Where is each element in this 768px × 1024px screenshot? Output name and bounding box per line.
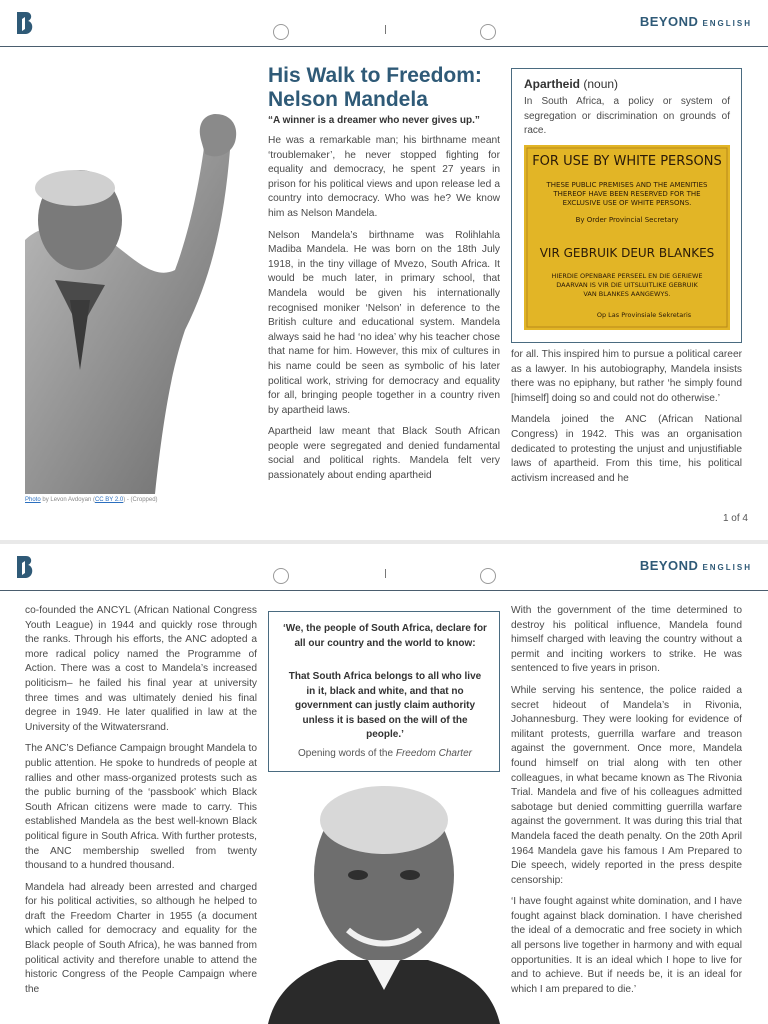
- charter-quote-part2: That South Africa belongs to all who live in it, black and white, and that no government can justly claim authority unless it is based on the will of the people.’: [288, 671, 482, 741]
- paragraph: Apartheid law meant that Black South African people were segregated and denied fundamental social and political rights. Mandela felt very passionately about ending apartheid: [268, 426, 500, 482]
- page-header: [0, 544, 768, 591]
- sign-heading-af: VIR GEBRUIK DEUR BLANKES: [539, 246, 715, 260]
- svg-text:THEREOF HAVE BEEN RESERVED FOR: THEREOF HAVE BEEN RESERVED FOR THE: [553, 190, 701, 198]
- definition-term: Apartheid (noun): [524, 77, 619, 91]
- center-mark: [385, 569, 386, 578]
- svg-text:DAARVAN IS VIR DIE UITSLUITLIK: DAARVAN IS VIR DIE UITSLUITLIKE GEBRUIK: [556, 281, 698, 289]
- paragraph: Nelson Mandela’s birthname was Rolihlahla Madiba Mandela. He was born on the 18th July 1918, in the tiny village of Mvezo, South Africa. It would be much later, in primary school, that Mandela would be given his internationally recognised moniker ‘Nelson’ in deference to the British culture and educational system. Mandela always said he had ‘no idea’ why his teacher chose that name for him. However, this mix of cultures in his name could be seen as symbolic of his later political work, striving for democracy and equality for all, bringing people together in a country riven by apartheid laws.: [268, 229, 500, 416]
- binder-hole-right: [480, 24, 496, 40]
- page-2: [0, 544, 768, 1024]
- binder-hole-left: [273, 568, 289, 584]
- page-number: 1 of 4: [722, 513, 748, 524]
- page2-left-column: [25, 604, 257, 1004]
- svg-text:THESE PUBLIC PREMISES AND THE: THESE PUBLIC PREMISES AND THE AMENITIES: [546, 181, 708, 189]
- page-header: [0, 0, 768, 47]
- mandela-statue-photo: [25, 70, 257, 494]
- paragraph: He was a remarkable man; his birthname meant ‘troublemaker’, he never stopped fighting for equality and democracy, he spent 27 years in prison for his political views and upon release led a country into democracy. Who was he? We know him as Nelson Mandela.: [268, 135, 500, 219]
- svg-text:HIERDIE OPENBARE PERSEEL EN DI: HIERDIE OPENBARE PERSEEL EN DIE GERIEWE: [551, 272, 703, 280]
- paragraph: ‘I have fought against white domination, and I have fought against black domination. I have cherished the ideal of a democratic and free society in which all persons live together in harmony and with equal opportunities. It is an ideal which I hope to live for and to achieve. But if needs be, it is an ideal for which I am prepared to die.’: [511, 896, 742, 995]
- brand-name: BEYOND ENGLISH: [639, 14, 752, 29]
- intro-quote: “A winner is a dreamer who never gives up.”: [268, 115, 480, 126]
- page2-right-column: [511, 604, 742, 1004]
- mandela-portrait-photo: [268, 780, 500, 1024]
- brand-logo-icon: [14, 554, 36, 580]
- brand-name: BEYOND ENGLISH: [639, 558, 752, 573]
- svg-text:VAN BLANKES AANGEWYS.: VAN BLANKES AANGEWYS.: [583, 290, 671, 298]
- svg-text:By Order Provincial Secretary: By Order Provincial Secretary: [575, 216, 679, 224]
- sign-heading-en: FOR USE BY WHITE PERSONS: [532, 154, 722, 169]
- center-mark: [385, 25, 386, 34]
- paragraph: Mandela joined the ANC (African National Congress) in 1942. This was an organisation dedicated to protesting the unjust and unjustifiable laws of apartheid. From this time, his political activism increased and he: [511, 414, 742, 484]
- svg-text:Op Las Provinsiale Sekretaris: Op Las Provinsiale Sekretaris: [596, 311, 692, 319]
- article-title: His Walk to Freedom: Nelson Mandela: [268, 64, 482, 111]
- binder-hole-left: [273, 24, 289, 40]
- brand-logo-icon: [14, 10, 36, 36]
- svg-text:EXCLUSIVE USE OF WHITE PERSONS: EXCLUSIVE USE OF WHITE PERSONS.: [562, 199, 692, 207]
- binder-hole-right: [480, 568, 496, 584]
- photo-caption: Photo by Levon Avdoyan (CC BY 2.0) - (Cropped): [25, 497, 158, 503]
- license-link[interactable]: CC BY 2.0: [94, 497, 124, 503]
- charter-quote-part1: ‘We, the people of South Africa, declare for all our country and the world to know:: [283, 623, 487, 649]
- definition-text: In South Africa, a policy or system of segregation or discrimination on grounds of race.: [524, 96, 730, 137]
- apartheid-sign-image: [524, 145, 730, 330]
- page1-right-column: [511, 348, 742, 493]
- freedom-charter-quote-box: [268, 611, 500, 772]
- photo-link[interactable]: Photo: [25, 497, 41, 503]
- paragraph: While serving his sentence, the police raided a secret hideout of Mandela’s in Rivonia, Johannesburg. They were looking for evidence of militant protests, guerrilla warfare and treason against the government. Once more, Mandela found himself on trial along with ten other colleagues, in what became known as The Rivonia Trial. Mandela and five of his colleagues admitted sabotage but denied committing guerrilla warfare against the government. It was during this trial that Mandela faced the death penalty. On the 20th April 1964 Mandela gave his famous I Am Prepared to Die speech, widely reported in the press despite censorship:: [511, 684, 742, 886]
- charter-quote-source: Opening words of the Freedom Charter: [298, 748, 472, 759]
- paragraph: The ANC’s Defiance Campaign brought Mandela to public attention. He spoke to hundreds of people at rallies and other mass-organized protests such as the public burning of the ‘passbook’ which Black South African citizens were made to carry. This established Mandela as the best well-known Black political figure in South Africa. With further protests, the ANC membership swelled from twenty thousand to a hundred thousand.: [25, 743, 257, 872]
- definition-box: [511, 68, 742, 343]
- paragraph: With the government of the time determined to destroy his political influence, Mandela found himself charged with leaving the country without a permit and inciting workers to strike. He was sentenced to five years in prison.: [511, 605, 742, 675]
- page1-middle-column: [268, 134, 500, 491]
- paragraph: co-founded the ANCYL (African National Congress Youth League) in 1944 and quickly rose through the ranks. Through his efforts, the ANC adopted a more radical policy named the Programme of Action. There was a cost to Mandela’s increased politicism– he failed his final year at university three times and was ultimately denied his final degree in 1949. He later qualified in law at the University of the Witwatersrand.: [25, 605, 257, 733]
- paragraph: for all. This inspired him to pursue a political career as a lawyer. In his autobiography, Mandela insists there was no epiphany, but rather ‘he simply found [himself] doing so and could not do otherwise.’: [511, 349, 742, 404]
- paragraph: Mandela had already been arrested and charged for his political activities, so although he helped to draft the Freedom Charter in 1955 (a document which called for democracy and equality for the Black people of South Africa), he was banned from political activity and therefore unable to attend the historic Congress of the People Campaign where the: [25, 881, 257, 995]
